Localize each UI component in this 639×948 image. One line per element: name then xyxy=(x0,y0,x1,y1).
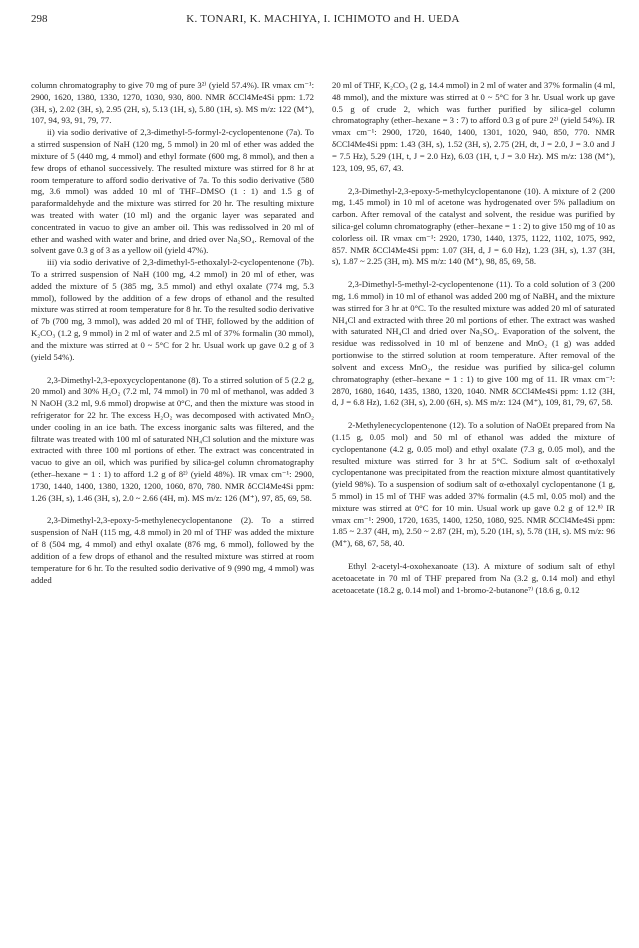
paragraph: 20 ml of THF, K₂CO₃ (2 g, 14.4 mmol) in 2 ml of water and 37% formalin (4 ml, 48 mmol), and the mixture was stirred at 0 ~ 5°C for 3 hr. Usual work up gave 0.5 g of crude 2, which was further purified by silica-gel column chromatography (ether–hexane = 3 : 7) to afford 0.3 g of pure 2²⁾ (yield 54%). IR νmax cm⁻¹: 2900, 1720, 1640, 1400, 1301, 1020, 940, 850, 770. NMR δCCl4Me4Si ppm: 1.43 (3H, s), 1.52 (3H, s), 2.75 (2H, dt, J = 2.0, J = 3.0 and J = 7.5 Hz), 5.29 (1H, t, J = 2.0 Hz), 6.03 (1H, t, J = 3.0 Hz). MS m/z: 138 (M⁺), 123, 109, 95, 67, 43. xyxy=(332,80,615,173)
paragraph: 2,3-Dimethyl-2,3-epoxycyclopentanone (8). To a stirred solution of 5 (2.2 g, 20 mmol) and 30% H₂O₂ (7.2 ml, 74 mmol) in 70 ml of methanol, was added 3 N NaOH (3.2 ml, 9.6 mmol) dropwise at 0°C, and then the mixture was stood in refrigerator for 22 hr. The excess H₂O₂ was decomposed with activated MnO₂ under cooling in an ice bath. The excess inorganic salts was filtered, and the filtrate was treated with 100 ml of saturated NH₄Cl solution and the mixture was extracted with three 100 ml portions of ether. The extract was concentrated in vacuo to give an oil, which was purified by silica-gel column chromatography (ether–hexane = 1 : 1) to afford 1.2 g of 8²⁾ (yield 48%). IR νmax cm⁻¹: 2900, 1730, 1440, 1400, 1380, 1320, 1200, 1060, 870, 780. NMR δCCl4Me4Si ppm: 1.26 (3H, s), 1.46 (3H, s), 2.0 ~ 2.66 (4H, m). MS m/z: 126 (M⁺), 97, 85, 69, 58. xyxy=(31,374,314,503)
paragraph: Ethyl 2-acetyl-4-oxohexanoate (13). A mixture of sodium salt of ethyl acetoacetate in 70 ml of THF prepared from Na (3.2 g, 0.14 mol) and ethyl acetoacetate (18.2 g, 0.14 mol) and 1-bromo-2-butanone⁷⁾ (18.6 g, 0.12 xyxy=(332,561,615,595)
paragraph: ii) via sodio derivative of 2,3-dimethyl-5-formyl-2-cyclopentenone (7a). To a stirred suspension of NaH (120 mg, 5 mmol) in 20 ml of ether was added the mixture of 5 (440 mg, 4 mmol) and ethyl formate (600 mg, 8 mmol), and then a few drops of ethanol successively. The resulted mixture was stirred for 8 hr at room temperature to afford sodio derivative of 7a. To this sodio derivative (580 mg, 3.6 mmol) was added 10 ml of THF–DMSO (1 : 1) and 1.5 g of paraformaldehyde and the mixture was stirred for 20 hr. The resulting mixture was treated with water (10 ml) and the organic layer was separated and concentrated in vacuo to give an amber oil. This was redissolved in 20 ml of ether and washed with water and brine, and dried over Na₂SO₄. Removal of the solvent gave 0.3 g of 3 as a yellow oil (yield 47%). xyxy=(31,127,314,256)
running-title: K. TONARI, K. MACHIYA, I. ICHIMOTO and H. UEDA xyxy=(186,13,460,25)
paragraph: iii) via sodio derivative of 2,3-dimethyl-5-ethoxalyl-2-cyclopentenone (7b). To a strirred suspension of NaH (100 mg, 4.2 mmol) in 20 ml of ether, was added the mixture of 5 (385 mg, 3.5 mmol) and ethyl oxalate (774 mg, 5.3 mmol), followed by the addition of a few drops of ethanol and the resulted mixture was stirred at room temperature for 8 hr. To the resulted sodio derivative of 7b (700 mg, 3 mmol), was added 20 ml of THF, followed by the addition of K₂CO₃ (1.2 g, 9 mmol) in 2 ml of water and 2.5 ml of 37% formalin (30 mmol), and the mixture was stirred at 0 ~ 5°C for 2 hr. Usual work up gave 0.2 g of 3 (yield 54%). xyxy=(31,257,314,362)
paragraph: column chromatography to give 70 mg of pure 3²⁾ (yield 57.4%). IR νmax cm⁻¹: 2900, 1620, 1380, 1330, 1270, 1030, 930, 800. NMR δCCl4Me4Si ppm: 1.72 (3H, s), 2.02 (3H, s), 2.95 (2H, s), 5.13 (1H, s), 5.80 (1H, s). MS m/z: 122 (M⁺), 107, 94, 93, 91, 79, 77. xyxy=(31,80,314,126)
page-header xyxy=(31,11,615,27)
right-column xyxy=(332,80,615,597)
page-number: 298 xyxy=(31,13,48,25)
paragraph: 2,3-Dimethyl-2,3-epoxy-5-methylcyclopentanone (10). A mixture of 2 (200 mg, 1.45 mmol) in 10 ml of acetone was hydrogenated over 5% palladium on carbon. After removal of the catalyst and solvent, the residue was purified by silica-gel column chromatography (ether–hexane = 1 : 2) to give 150 mg of 10 as colorless oil. IR νmax cm⁻¹: 2920, 1730, 1440, 1375, 1122, 1102, 1075, 992, 857. NMR δCCl4Me4Si ppm: 1.07 (3H, d, J = 6.0 Hz), 1.23 (3H, s), 1.37 (3H, s), 1.87 ~ 2.25 (3H, m). MS m/z: 140 (M⁺), 98, 85, 69, 58. xyxy=(332,185,615,267)
paragraph: 2,3-Dimethyl-5-methyl-2-cyclopentenone (11). To a cold solution of 3 (200 mg, 1.6 mmol) in 10 ml of ethanol was added 200 mg of NaBH₄ and the mixture was stirred for 3 hr at 0°C. To the resulted mixture was added 20 ml of saturated NH₄Cl and extracted with three 20 ml portions of ether. The extract was washed with saturated NH₄Cl and dried over Na₂SO₄. Evaporation of the solvent, the residue was redissolved in 10 ml of benzene and MnO₂ (1 g) was added portionwise to the stirred solution at room temperature. After removal of the solvent and excess MnO₂, the residue was purified by silica-gel column chromatography (ether–hexane = 1 : 1) to give 100 mg of 11. IR νmax cm⁻¹: 2870, 1680, 1640, 1435, 1380, 1320, 1040. NMR δCCl4Me4Si ppm: 1.12 (3H, d, J = 6.8 Hz), 1.62 (3H, s), 2.00 (6H, s). MS m/z: 124 (M⁺), 109, 81, 79, 67, 58. xyxy=(332,279,615,408)
paragraph: 2-Methylenecyclopentenone (12). To a solution of NaOEt prepared from Na (1.15 g, 0.05 mol) and 50 ml of ethanol was added the mixture of cyclopentanone (4.2 g, 0.05 mol) and ethyl oxalate (7.3 g, 0.05 mol), and the resulted mixture was stirred for 3 hr at 5°C. Sodium salt of α-ethoxalyl cyclopentanone was precipitated from the reaction mixture almost quantitatively (yield 98%). To a suspension of sodium salt of α-ethoxalyl cyclopentanone (1 g, 5 mmol) in 15 ml of THF was added 37% formalin (4.5 ml, 0.05 mol) and the mixture was stirred at 0°C for 10 min. Usual work up gave 0.2 g of 12.⁸⁾ IR νmax cm⁻¹: 2900, 1720, 1635, 1400, 1250, 1080, 925. NMR δCCl4Me4Si ppm: 1.85 ~ 2.37 (4H, m), 2.50 ~ 2.87 (2H, m), 5.20 (1H, s), 5.78 (1H, s). MS m/z: 96 (M⁺), 68, 67, 58, 40. xyxy=(332,420,615,549)
left-column xyxy=(31,80,314,586)
paragraph: 2,3-Dimethyl-2,3-epoxy-5-methylenecyclopentanone (2). To a stirred suspension of NaH (115 mg, 4.8 mmol) in 20 ml of THF was added the mixture of 8 (504 mg, 4 mmol) and ethyl oxalate (876 mg, 6 mmol), followed by the addition of a few drops of ethanol and the resulted mixture was stirred at room temperature for 6 hr. To the resulted sodio derivative of 9 (990 mg, 4 mmol) was added xyxy=(31,515,314,585)
